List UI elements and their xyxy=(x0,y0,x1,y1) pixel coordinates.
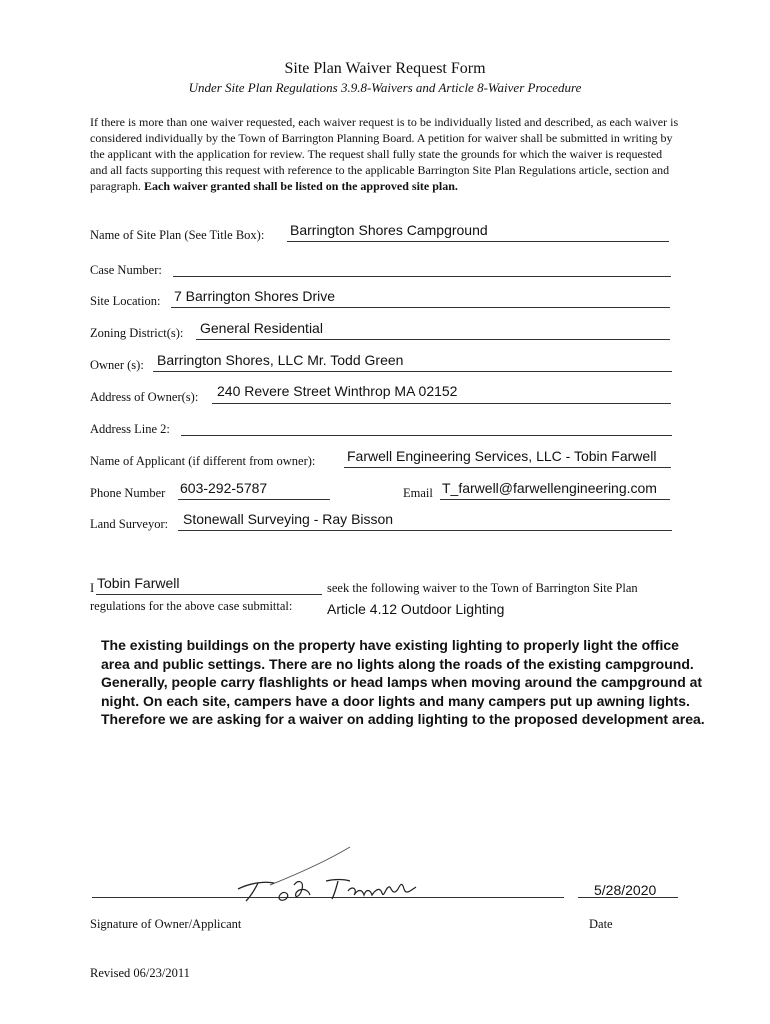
email-label: Email xyxy=(403,486,433,500)
land-surveyor-label: Land Surveyor: xyxy=(90,517,169,531)
land-surveyor-line xyxy=(178,530,672,531)
owner-address-field[interactable]: 240 Revere Street Winthrop MA 02152 xyxy=(217,383,458,399)
waiver-text-1: seek the following waiver to the Town of Barrington Site Plan xyxy=(327,581,638,595)
address-line-2-label: Address Line 2: xyxy=(90,422,170,436)
land-surveyor-field[interactable]: Stonewall Surveying - Ray Bisson xyxy=(183,511,394,527)
site-location-line xyxy=(171,307,670,308)
signature-label: Signature of Owner/Applicant xyxy=(90,917,242,931)
waiver-text-2: regulations for the above case submittal: xyxy=(90,599,293,613)
form-subtitle: Under Site Plan Regulations 3.9.8-Waivers and Article 8-Waiver Procedure xyxy=(188,80,582,95)
site-plan-name-field[interactable]: Barrington Shores Campground xyxy=(290,222,488,238)
waiver-description-line: Therefore we are asking for a waiver on adding lighting to the proposed development area. xyxy=(101,711,705,727)
applicant-name-field[interactable]: Farwell Engineering Services, LLC - Tobin Farwell xyxy=(347,448,657,464)
waiver-description-line: The existing buildings on the property have existing lighting to properly light the office xyxy=(101,637,679,653)
owner-address-label: Address of Owner(s): xyxy=(90,390,199,404)
site-plan-name-line xyxy=(287,241,669,242)
waiver-description-line: night. On each site, campers have a door lights and many campers put up awning lights. xyxy=(101,692,690,709)
applicant-name-label: Name of Applicant (if different from owner): xyxy=(90,454,316,468)
owner-line xyxy=(153,371,672,372)
case-number-line xyxy=(173,276,671,277)
zoning-district-label: Zoning District(s): xyxy=(90,326,184,340)
form-title: Site Plan Waiver Request Form xyxy=(284,60,486,77)
owner-address-line xyxy=(212,403,671,404)
site-plan-name-label: Name of Site Plan (See Title Box): xyxy=(90,228,265,242)
email-line xyxy=(440,499,670,500)
phone-line xyxy=(178,499,330,500)
waiver-applicant-field[interactable]: Tobin Farwell xyxy=(97,575,180,591)
phone-label: Phone Number xyxy=(90,486,166,500)
date-label: Date xyxy=(589,917,613,931)
handwritten-signature xyxy=(230,845,430,905)
owner-field[interactable]: Barrington Shores, LLC Mr. Todd Green xyxy=(157,352,404,368)
waiver-description-line: Generally, people carry flashlights or head lamps when moving around the campground at xyxy=(101,674,703,690)
zoning-district-line xyxy=(196,339,670,340)
waiver-description-line: area and public settings. There are no lights along the roads of the existing campground. xyxy=(101,655,694,672)
owner-label: Owner (s): xyxy=(90,358,144,372)
waiver-prefix: I xyxy=(90,581,95,595)
email-field[interactable]: T_farwell@farwellengineering.com xyxy=(442,480,657,496)
applicant-name-line xyxy=(344,467,671,468)
waiver-description[interactable] xyxy=(101,636,761,729)
waiver-regulation-field[interactable]: Article 4.12 Outdoor Lighting xyxy=(327,601,505,617)
site-location-label: Site Location: xyxy=(90,294,161,308)
revised-note: Revised 06/23/2011 xyxy=(90,966,190,980)
site-location-field[interactable]: 7 Barrington Shores Drive xyxy=(174,288,336,304)
intro-text: If there is more than one waiver requested, each waiver request is to be individually listed and described, as each waiver is considered individually by the Town of Barrington Planning Board. A petition for waiver shall be submitted in writing by the applicant with the application for review. The request shall fully state the grounds for which the waiver is requested and all facts supporting this request with reference to the applicable Barrington Site Plan Regulations article, section and paragraph. xyxy=(90,115,679,193)
case-number-label: Case Number: xyxy=(90,263,162,277)
intro-paragraph xyxy=(90,114,680,194)
address-line-2-line xyxy=(181,435,672,436)
intro-bold-text: Each waiver granted shall be listed on the approved site plan. xyxy=(143,179,458,193)
waiver-applicant-line xyxy=(96,594,322,595)
zoning-district-field[interactable]: General Residential xyxy=(200,320,323,336)
date-field[interactable]: 5/28/2020 xyxy=(594,882,657,898)
phone-field[interactable]: 603-292-5787 xyxy=(180,480,268,496)
